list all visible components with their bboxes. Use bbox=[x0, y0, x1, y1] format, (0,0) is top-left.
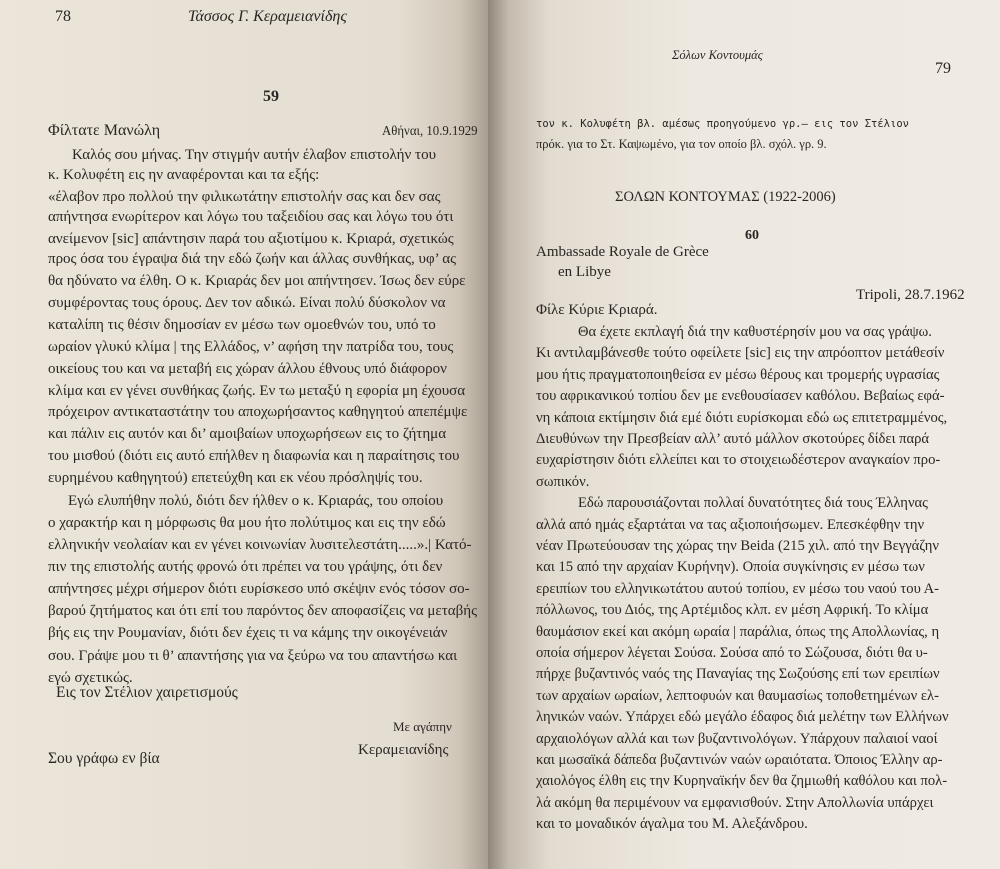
body-line: του μισθού (διότι εις αυτό επήλθεν η διαφωνία και η παραίτησις του bbox=[48, 448, 460, 464]
body-line: λά ακόμη θα περιμένουν να εμφανισθούν. Στην Απολλωνία υπάρχει bbox=[536, 794, 934, 811]
salutation: Φίλε Κύριε Κριαρά. bbox=[536, 302, 658, 318]
note-line: τον κ. Κολυφέτη βλ. αμέσως προηγούμενο γρ.– εις τον Στέλιον bbox=[536, 118, 909, 130]
letterhead: en Libye bbox=[558, 264, 611, 280]
body-line: ληνικών ναών. Υπάρχει εδώ μεγάλο έδαφος διά μελέτην των Ελλήνων bbox=[536, 709, 949, 726]
body-line: εγώ σχετικώς. bbox=[48, 670, 133, 686]
body-line: θαυμάσιον εκεί και ακόμη ωραία | παράλια, όπως της Απολλωνίας, η bbox=[536, 623, 940, 640]
body-line: και το μοναδικόν άγαλμα του Μ. Αλεξάνδρου. bbox=[536, 816, 808, 833]
body-line: απήντησα ενωρίτερον και λόγω του ταξειδίου σας και λόγω του ότι bbox=[48, 209, 454, 225]
greetings: Εις τον Στέλιον χαιρετισμούς bbox=[56, 684, 238, 701]
body-line: αλλά από ημάς εξαρτάται να τας αξιοποιήσωμεν. Επεσκέφθην την bbox=[536, 516, 925, 533]
body-line: Καλός σου μήνας. Την στιγμήν αυτήν έλαβον επιστολήν του bbox=[72, 147, 437, 163]
running-head: Τάσσος Γ. Κεραμειανίδης bbox=[188, 8, 347, 25]
body-line: νη κάποια εκτίμησιν διά εμέ διότι ευρίσκομαι εδώ ως επιτετραμμένος, bbox=[536, 409, 948, 426]
body-line: νέαν Πρωτεύουσαν της χώρας την Beida (215 χιλ. από την Βεγγάζην bbox=[536, 538, 940, 554]
page-number: 79 bbox=[935, 60, 951, 77]
body-line: συμφέροντας τους όρους. Δεν τον αδικώ. Είναι πολύ δύσκολον να bbox=[48, 295, 446, 311]
body-line: χαιολόγος έλθη εις την Κυρηναϊκήν δεν θα ζημιωθή καθόλου και πολ- bbox=[536, 773, 948, 790]
body-line: απήντησες μέχρι σήμερον διότι ευρίσκεσο υπό σκέψιν ενός τόσον σο- bbox=[48, 581, 470, 597]
body-line: Κι αντιλαμβάνεσθε τούτο οφείλετε [sic] εις την απρόοπτον μετάθεσίν bbox=[536, 345, 945, 362]
letter-number: 60 bbox=[745, 228, 759, 243]
body-line: ελληνικήν νεολαίαν και εν γένει κοινωνίαν λυσιτελεστάτη.....».| Κατό- bbox=[48, 537, 472, 553]
body-line: σωπικόν. bbox=[536, 473, 590, 490]
body-line: πρόχειρον αντικαταστάτην του αποχωρήσαντος καθηγητού απεπέμψε bbox=[48, 404, 468, 420]
body-line: καταλίπη τις θέσιν δημοσίαν εν μέσω των ομοεθνών του, υπό το bbox=[48, 317, 436, 333]
closing: Με αγάπην bbox=[393, 719, 452, 734]
page-number: 78 bbox=[55, 8, 71, 25]
body-line: οικείους του και να μεταβή εις χώραν άλλου έθνους υπό διάφορον bbox=[48, 361, 447, 377]
body-line: Θα έχετε εκπλαγή διά την καθυστέρησίν μου να σας γράψω. bbox=[578, 324, 932, 340]
body-line: ανείμενον [sic] απάντησιν παρά του αξιοτίμου κ. Κριαρά, σχετικώς bbox=[48, 231, 454, 247]
right-page bbox=[488, 0, 1000, 869]
body-line: βαρού ζητήματος και ότι επί του παρόντος δεν αποφασίζεις να μεταβής bbox=[48, 603, 478, 619]
dateline: Αθήναι, 10.9.1929 bbox=[382, 124, 478, 139]
letter-number: 59 bbox=[263, 88, 279, 105]
body-line: μου ήτις πραγματοποιηθείσα εν μέσω θέρους και τρομερής υγρασίας bbox=[536, 366, 940, 383]
body-line: ευρημένου καθηγητού) επετεύχθη και εκ νέου πρόσληψίς του. bbox=[48, 470, 423, 486]
letterhead: Ambassade Royale de Grèce bbox=[536, 244, 709, 260]
note-line: πρόκ. για το Στ. Καψωμένο, για τον οποίο βλ. σχόλ. γρ. 9. bbox=[536, 137, 827, 151]
body-line: ερειπίων του ελληνικωτάτου αυτού τοπίου, εν μέσω του ναού του Α- bbox=[536, 580, 940, 597]
left-page bbox=[0, 0, 488, 869]
body-line: αρχαιολόγων αλλά και των βυζαντινολόγων. Υπάρχουν παλαιοί ναοί bbox=[536, 730, 938, 747]
body-line: βής εις την Ρουμανίαν, διότι δεν έχεις τι να κάμης την οικογένειάν bbox=[48, 625, 448, 641]
body-line: κ. Κολυφέτη εις ην αναφέρονται και τα εξής: bbox=[48, 167, 320, 183]
body-line: Εγώ ελυπήθην πολύ, διότι δεν ήλθεν ο κ. Κριαράς, του οποίου bbox=[68, 493, 444, 509]
body-line: και 15 από την αρχαίαν Κυρήνην). Οποία συγκίνησις εν μέσω των bbox=[536, 559, 925, 576]
body-line: και μωσαϊκά δάπεδα βυζαντινών ναών ωραιότατα. Όποιος Έλλην αρ- bbox=[536, 752, 943, 768]
body-line: «έλαβον προ πολλού την φιλικωτάτην επιστολήν σας και δεν σας bbox=[48, 189, 441, 205]
body-line: κλίμα και εν γένει συνθήκας ζωής. Εν τω μεταξύ η εφορία μη έχουσα bbox=[48, 383, 466, 399]
body-line: Εδώ παρουσιάζονται πολλαί δυνατότητες διά τους Έλληνας bbox=[578, 495, 928, 512]
salutation: Φίλτατε Μανώλη bbox=[48, 122, 161, 139]
body-line: θα ηδύνατο να έλθη. Ο κ. Κριαράς δεν μοι απήντησεν. Ίσως δεν εύρε bbox=[48, 273, 466, 289]
body-line: των αρχαίων ωραίων, λεπτοφυών και θαυμασίως τοποθετημένων ελ- bbox=[536, 687, 939, 704]
body-line: πιν της επιστολής αυτής φρονώ ότι πρέπει να του γράψης, ότι δεν bbox=[48, 559, 443, 575]
body-line: ευχαρίστησιν διότι ελλείπει και το στοιχειωδέστερον αναγκαίον προ- bbox=[536, 452, 941, 469]
body-line: σου. Γράψε μου τι θ’ απαντήσης για να ξεύρω να του απαντήσω και bbox=[48, 648, 458, 664]
dateline: Tripoli, 28.7.1962 bbox=[856, 287, 965, 303]
body-line: ο χαρακτήρ και η μόρφωσις θα μου ήτο πολύτιμος και εις την εδώ bbox=[48, 515, 446, 531]
body-line: Διευθύνων την Πρεσβείαν αλλ’ αυτό μάλλον σκοτούρες δίδει παρά bbox=[536, 431, 930, 447]
signature: Κεραμειανίδης bbox=[358, 742, 449, 758]
body-line: πήρχε βυζαντινός ναός της Παναγίας της Σωζούσης επί των ερειπίων bbox=[536, 666, 940, 683]
body-line: και πάλιν εις αυτόν και δι’ αμοιβαίων υποχωρήσεων εις το ζήτημα bbox=[48, 426, 447, 442]
body-line: οποία σήμερον λέγεται Σούσα. Σούσα από το Σώζουσα, διότι θα υ- bbox=[536, 645, 928, 661]
section-title: ΣΟΛΩΝ ΚΟΝΤΟΥΜΑΣ (1922-2006) bbox=[615, 189, 836, 205]
running-head: Σόλων Κοντουμάς bbox=[672, 48, 763, 62]
body-line: του αφρικανικού τοπίου δεν με ενεθουσίασεν καθόλου. Βεβαίως εφά- bbox=[536, 388, 945, 405]
body-line: ωραίον γλυκύ κλίμα | της Ελλάδος, ν’ αφήση την πατρίδα του, τους bbox=[48, 339, 454, 355]
body-line: προς όσα του έγραψα διά την εδώ ζωήν και άλλας συνθήκας, υφ’ ας bbox=[48, 251, 457, 267]
postscript: Σου γράφω εν βία bbox=[48, 750, 160, 767]
body-line: πόλλωνος, του Διός, της Αρτέμιδος κλπ. εν μέση Αφρική. Το κλίμα bbox=[536, 602, 929, 619]
